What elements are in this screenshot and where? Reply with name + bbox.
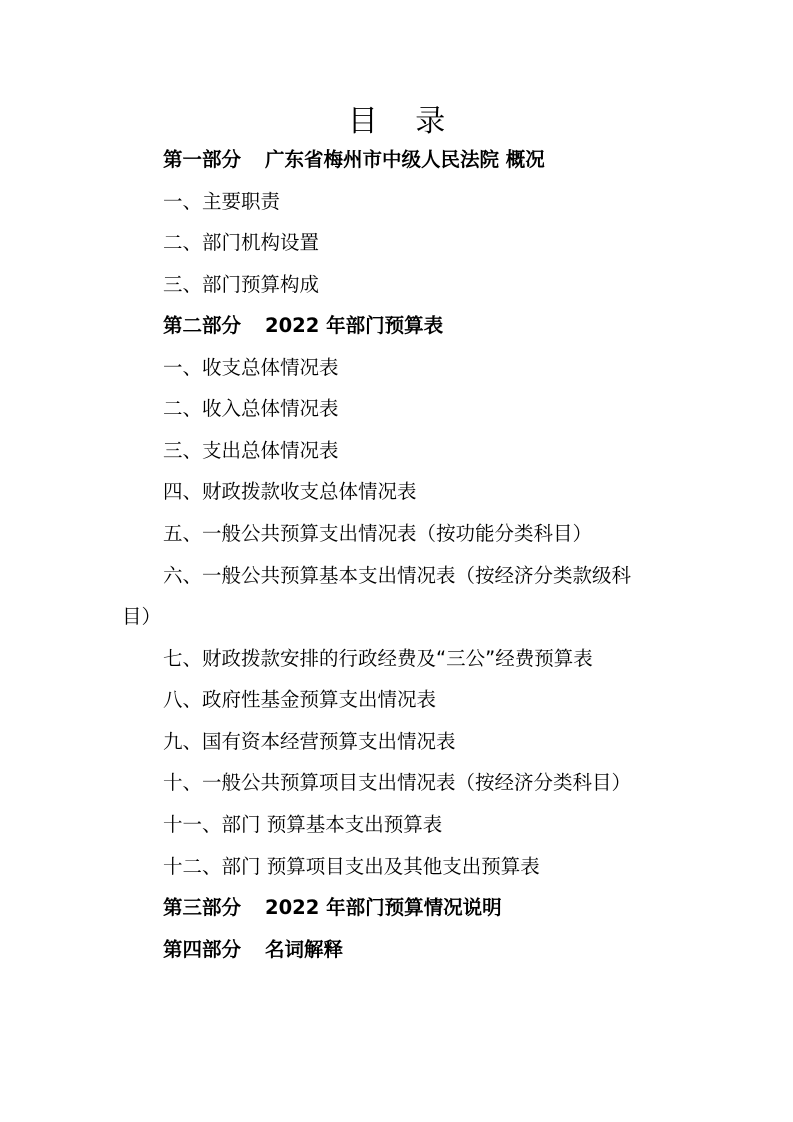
- toc-part-2-text: 2022 年部门预算表: [265, 314, 444, 337]
- toc-item: 十二、部门 预算项目支出及其他支出预算表: [163, 855, 540, 878]
- page-title: 目 录: [347, 104, 460, 139]
- toc-item: 四、财政拨款收支总体情况表: [163, 480, 417, 503]
- toc-part-1-label: 第一部分: [163, 148, 242, 171]
- toc-part-4: [163, 938, 343, 962]
- toc-item: 三、部门预算构成: [163, 273, 320, 296]
- toc-item: 十一、部门 预算基本支出预算表: [163, 813, 443, 836]
- toc-item: 九、国有资本经营预算支出情况表: [163, 730, 456, 753]
- toc-part-3-text: 2022 年部门预算情况说明: [265, 896, 502, 919]
- toc-item: 一、收支总体情况表: [163, 356, 339, 379]
- toc-item: 二、收入总体情况表: [163, 397, 339, 420]
- toc-item: 六、一般公共预算基本支出情况表（按经济分类款级科: [163, 564, 632, 587]
- toc-part-2-label: 第二部分: [163, 314, 242, 337]
- toc-item: 七、财政拨款安排的行政经费及“三公”经费预算表: [163, 647, 593, 670]
- toc-item: 二、部门机构设置: [163, 231, 320, 254]
- toc-item: 三、支出总体情况表: [163, 439, 339, 462]
- toc-part-4-label: 第四部分: [163, 938, 242, 961]
- toc-part-2: [163, 314, 443, 338]
- toc-item-continuation: 目）: [122, 605, 162, 628]
- toc-part-1-text: 广东省梅州市中级人民法院 概况: [265, 148, 545, 171]
- toc-part-1: [163, 148, 545, 172]
- toc-part-4-text: 名词解释: [265, 938, 344, 961]
- toc-item: 八、政府性基金预算支出情况表: [163, 688, 437, 711]
- toc-item: 五、一般公共预算支出情况表（按功能分类科目）: [163, 522, 593, 545]
- toc-part-3-label: 第三部分: [163, 896, 242, 919]
- toc-part-3: [163, 896, 502, 920]
- toc-item: 十、一般公共预算项目支出情况表（按经济分类科目）: [163, 771, 632, 794]
- toc-item: 一、主要职责: [163, 190, 281, 213]
